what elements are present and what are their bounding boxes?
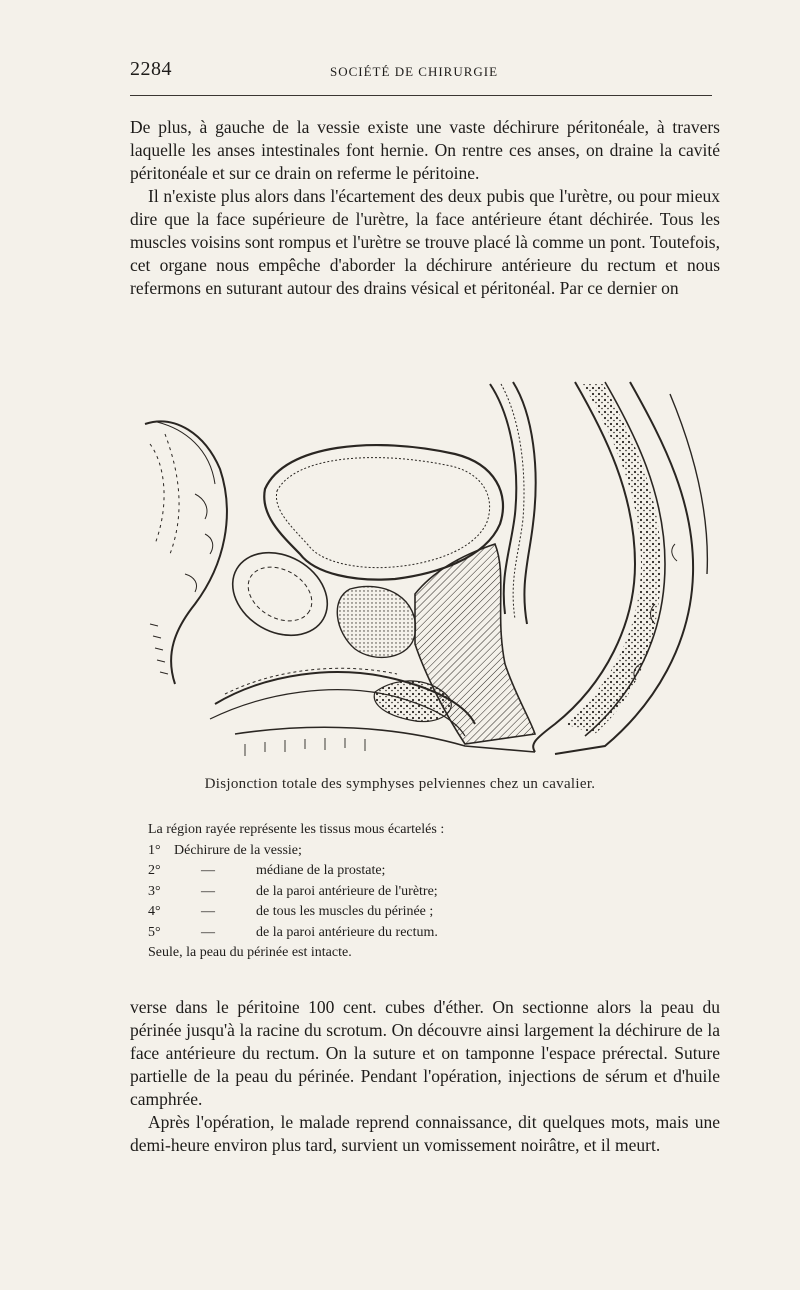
legend-number: 2° xyxy=(148,863,161,878)
legend-text: de tous les muscles du périnée ; xyxy=(256,904,434,919)
figure-caption: Disjonction totale des symphyses pelviennes chez un cavalier. xyxy=(204,776,596,792)
page-header xyxy=(130,58,712,88)
paragraph: De plus, à gauche de la vessie existe une vaste déchirure péritonéale, à travers laquelle les anses intestinales font hernie. On rentre ces anses, on draine la cavité péritonéale et sur ce drain on referme le péritoine. xyxy=(130,117,720,183)
legend-text: Déchirure de la vessie; xyxy=(174,842,302,858)
figure-legend xyxy=(148,820,618,964)
legend-item xyxy=(148,882,618,903)
anatomical-figure xyxy=(135,374,715,770)
legend-number: 3° xyxy=(148,883,161,899)
page-number: 2284 xyxy=(130,58,172,80)
legend-dash: — xyxy=(201,863,215,878)
legend-dash: — xyxy=(201,904,215,919)
paragraph: Il n'existe plus alors dans l'écartement des deux pubis que l'urètre, ou pour mieux dire que la face supérieure de l'urètre, la face antérieure étant déchirée. Tous les muscles voisins sont rompus et l'urètre se trouve placé là comme un pont. Toutefois, cet organe nous empêche d'aborder la déchirure antérieure du rectum et nous refermons en suturant autour des drains vésical et péritonéal. Par ce dernier on xyxy=(130,186,720,298)
running-head: SOCIÉTÉ DE CHIRURGIE xyxy=(330,64,499,79)
legend-item xyxy=(148,861,618,882)
legend-number: 5° xyxy=(148,924,161,940)
legend-text: médiane de la prostate; xyxy=(256,863,386,878)
legend-item xyxy=(148,841,618,862)
legend-item xyxy=(148,923,618,944)
paragraph: Après l'opération, le malade reprend connaissance, dit quelques mots, mais une demi-heure environ plus tard, survient un vomissement noirâtre, et il meurt. xyxy=(130,1112,720,1155)
legend-number: 1° xyxy=(148,842,161,858)
paragraph: verse dans le péritoine 100 cent. cubes d'éther. On sectionne alors la peau du périnée jusqu'à la racine du scrotum. On découvre ainsi largement la déchirure de la face antérieure du rectum. On la suture et on tamponne l'espace prérectal. Suture partielle de la peau du périnée. Pendant l'opération, injections de sérum et d'huile camphrée. xyxy=(130,997,720,1109)
legend-intro: La région rayée représente les tissus mous écartelés : xyxy=(148,822,445,837)
legend-text: de la paroi antérieure du rectum. xyxy=(256,924,438,940)
legend-dash: — xyxy=(201,883,215,899)
legend-number: 4° xyxy=(148,904,161,919)
header-rule xyxy=(130,95,712,96)
text-block-bottom xyxy=(130,996,720,1157)
legend-dash: — xyxy=(201,924,215,940)
legend-item xyxy=(148,902,618,923)
legend-closing: Seule, la peau du périnée est intacte. xyxy=(148,945,352,960)
legend-text: de la paroi antérieure de l'urètre; xyxy=(256,883,438,899)
text-block-top xyxy=(130,116,720,300)
